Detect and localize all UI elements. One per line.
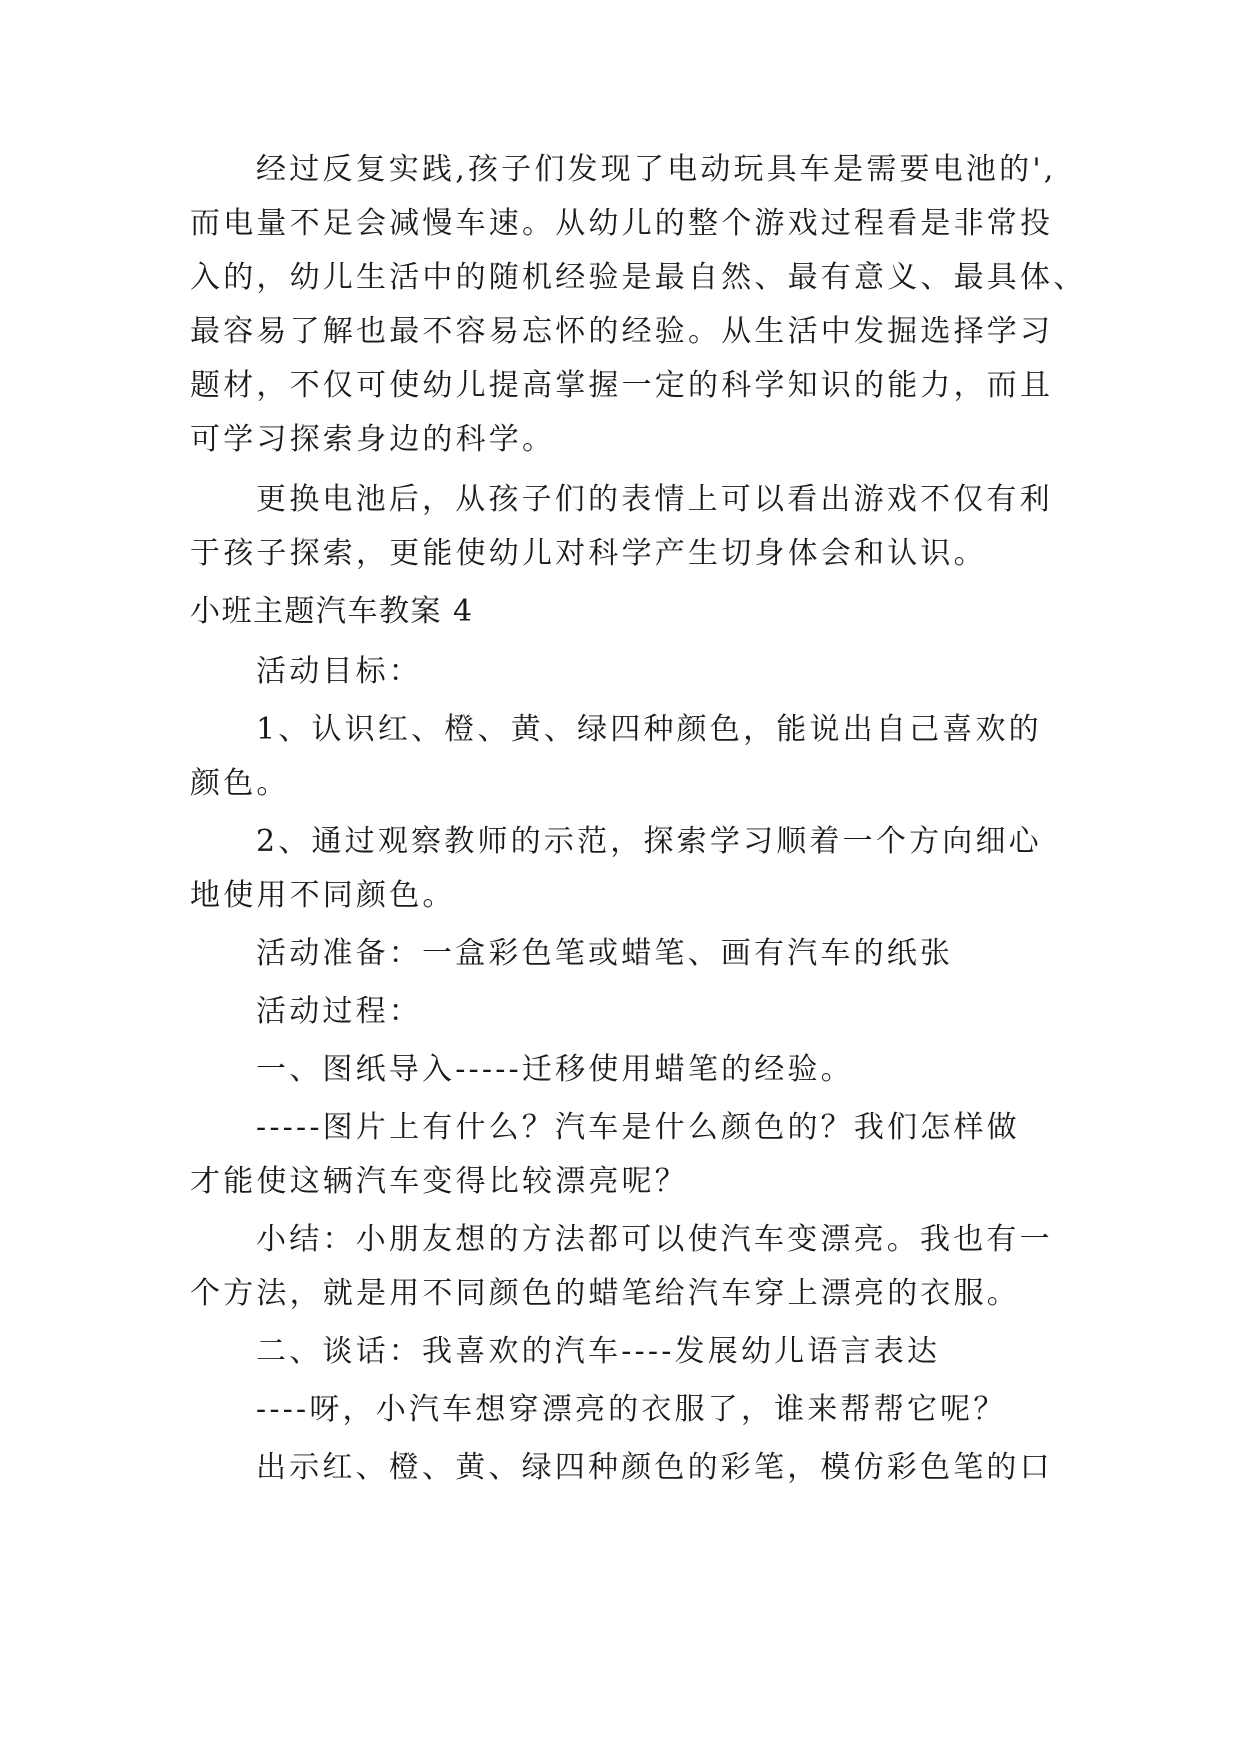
paragraph-line: 颜色。: [190, 766, 290, 801]
paragraph-line: 最容易了解也最不容易忘怀的经验。从生活中发掘选择学习: [190, 314, 1054, 349]
paragraph-line: 经过反复实践,孩子们发现了电动玩具车是需要电池的',: [256, 152, 1057, 187]
paragraph-line: 活动准备：一盒彩色笔或蜡笔、画有汽车的纸张: [256, 936, 954, 971]
paragraph-line: 1、认识红、橙、黄、绿四种颜色，能说出自己喜欢的: [256, 712, 1042, 747]
paragraph-line: 活动目标：: [256, 654, 422, 689]
paragraph-line: 活动过程：: [256, 994, 422, 1029]
paragraph-line: -----图片上有什么？汽车是什么颜色的？我们怎样做: [256, 1110, 1020, 1145]
paragraph-line: 小结：小朋友想的方法都可以使汽车变漂亮。我也有一: [256, 1222, 1053, 1257]
paragraph-line: 个方法，就是用不同颜色的蜡笔给汽车穿上漂亮的衣服。: [190, 1276, 1020, 1311]
paragraph-line: 地使用不同颜色。: [190, 878, 456, 913]
paragraph-line: 于孩子探索，更能使幼儿对科学产生切身体会和认识。: [190, 536, 987, 571]
paragraph-line: 可学习探索身边的科学。: [190, 422, 556, 457]
paragraph-line: 更换电池后，从孩子们的表情上可以看出游戏不仅有利: [256, 482, 1053, 517]
paragraph-line: 才能使这辆汽车变得比较漂亮呢？: [190, 1164, 688, 1199]
paragraph-line: 而电量不足会减慢车速。从幼儿的整个游戏过程看是非常投: [190, 206, 1054, 241]
paragraph-line: 2、通过观察教师的示范，探索学习顺着一个方向细心: [256, 824, 1042, 859]
paragraph-line: 出示红、橙、黄、绿四种颜色的彩笔，模仿彩色笔的口: [256, 1450, 1053, 1485]
section-heading: 小班主题汽车教案 4: [190, 594, 474, 629]
paragraph-line: 一、图纸导入-----迁移使用蜡笔的经验。: [256, 1052, 854, 1087]
paragraph-line: 题材，不仅可使幼儿提高掌握一定的科学知识的能力，而且: [190, 368, 1054, 403]
paragraph-line: 入的，幼儿生活中的随机经验是最自然、最有意义、最具体、: [190, 260, 1087, 295]
paragraph-line: ----呀，小汽车想穿漂亮的衣服了，谁来帮帮它呢？: [256, 1392, 1007, 1427]
paragraph-line: 二、谈话：我喜欢的汽车----发展幼儿语言表达: [256, 1334, 941, 1369]
